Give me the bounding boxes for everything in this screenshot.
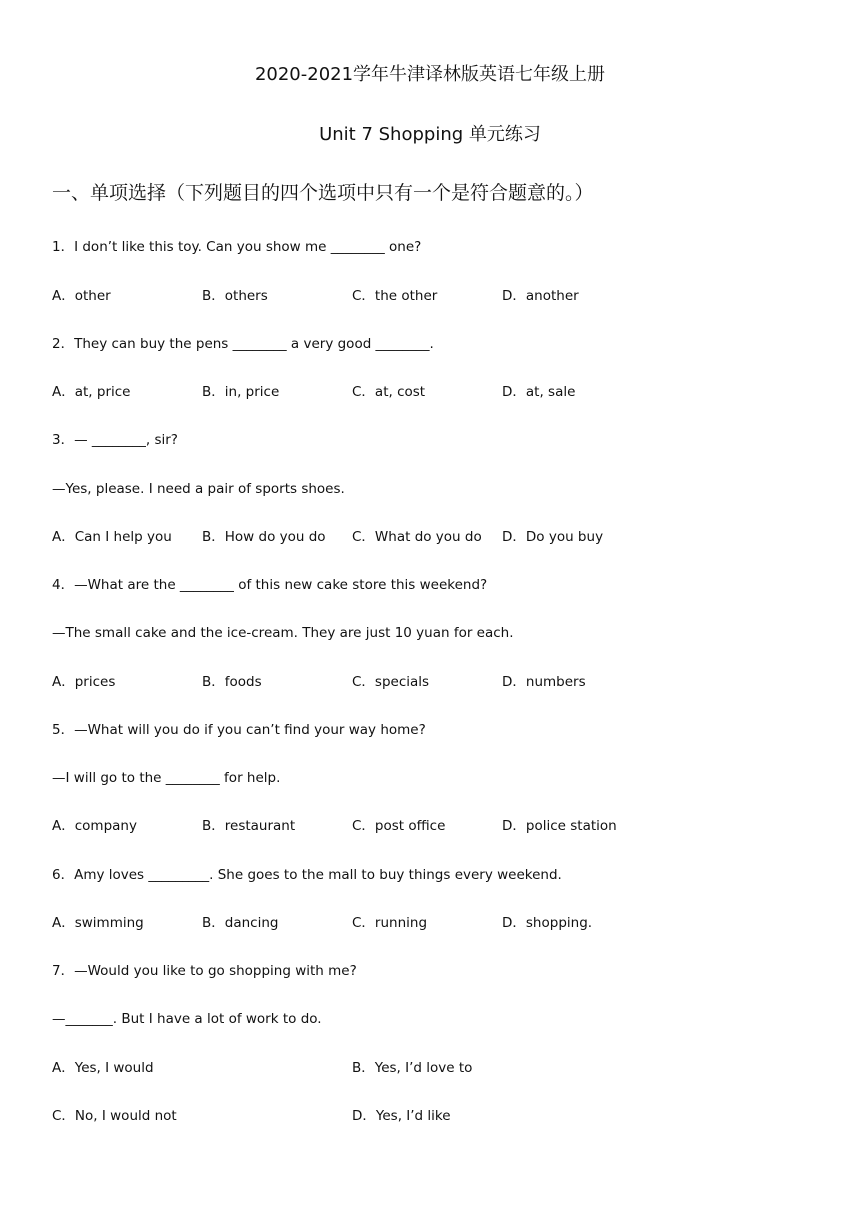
question-1-option-b: B．others [202, 288, 268, 304]
question-4-option-d: D．numbers [502, 674, 586, 690]
question-6-option-b: B．dancing [202, 915, 279, 931]
question-4-option-a: A．prices [52, 674, 116, 690]
question-5-option-d: D．police station [502, 818, 617, 834]
question-2-option-b: B．in, price [202, 384, 280, 400]
question-4-response: —The small cake and the ice-cream. They are just 10 yuan for each. [52, 625, 514, 641]
question-3-stem: 3．— ________, sir? [52, 432, 178, 448]
question-2-option-a: A．at, price [52, 384, 131, 400]
question-6-option-d: D．shopping. [502, 915, 593, 931]
page-title: 2020-2021学年牛津译林版英语七年级上册 [254, 64, 606, 85]
question-6-option-c: C．running [352, 915, 428, 931]
question-5-option-a: A．company [52, 818, 137, 834]
question-7-option-d: D．Yes, I’d like [352, 1108, 451, 1124]
question-2-stem: 2．They can buy the pens ________ a very good ________. [52, 336, 434, 352]
question-3-response: —Yes, please. I need a pair of sports shoes. [52, 481, 345, 497]
question-5-option-c: C．post office [352, 818, 446, 834]
question-6-option-a: A．swimming [52, 915, 144, 931]
question-1-option-d: D．another [502, 288, 579, 304]
question-7-stem: 7．—Would you like to go shopping with me? [52, 963, 357, 979]
page-subtitle: Unit 7 Shopping 单元练习 [319, 124, 541, 145]
question-7-response: —_______. But I have a lot of work to do. [52, 1011, 322, 1027]
question-1-stem: 1．I don’t like this toy. Can you show me ________ one? [52, 239, 422, 255]
question-3-option-c: C．What do you do [352, 529, 482, 545]
question-1-option-a: A．other [52, 288, 111, 304]
question-5-option-b: B．restaurant [202, 818, 296, 834]
question-5-response: —I will go to the ________ for help. [52, 770, 281, 786]
question-1-option-c: C．the other [352, 288, 438, 304]
question-7-option-c: C．No, I would not [52, 1108, 177, 1124]
question-3-option-b: B．How do you do [202, 529, 326, 545]
question-7-option-a: A．Yes, I would [52, 1060, 154, 1076]
question-4-option-c: C．specials [352, 674, 430, 690]
question-5-stem: 5．—What will you do if you can’t find your way home? [52, 722, 426, 738]
question-3-option-a: A．Can I help you [52, 529, 172, 545]
question-4-stem: 4．—What are the ________ of this new cake store this weekend? [52, 577, 488, 593]
question-2-option-c: C．at, cost [352, 384, 426, 400]
question-6-stem: 6．Amy loves _________. She goes to the mall to buy things every weekend. [52, 867, 562, 883]
question-7-option-b: B．Yes, I’d love to [352, 1060, 473, 1076]
question-3-option-d: D．Do you buy [502, 529, 604, 545]
question-2-option-d: D．at, sale [502, 384, 576, 400]
section-heading: 一、单项选择（下列题目的四个选项中只有一个是符合题意的。） [52, 182, 594, 204]
question-4-option-b: B．foods [202, 674, 262, 690]
